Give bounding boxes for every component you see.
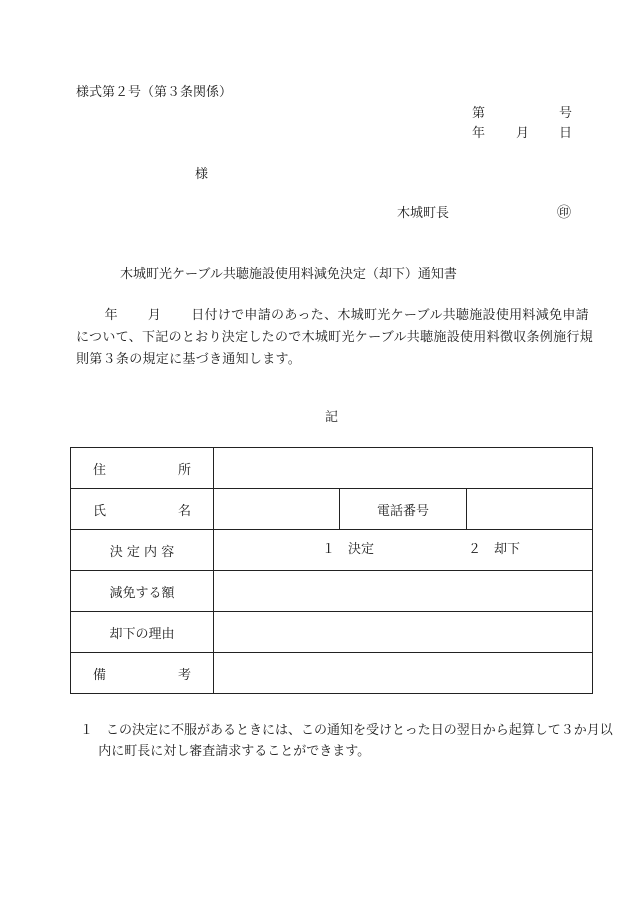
rejection-reason-field[interactable] [214,612,593,653]
date-day: 日 [559,126,573,141]
rejection-reason-label: 却下の理由 [71,612,214,653]
address-row [71,448,593,489]
remarks-label: 備 考 [71,653,214,694]
number-prefix: 第 [472,106,486,121]
decision-option-reject[interactable]: ２ 却下 [468,542,521,557]
addressee-honorific: 様 [195,167,209,182]
date-year: 年 [472,126,486,141]
document-title: 木城町光ケーブル共聴施設使用料減免決定（却下）通知書 [120,267,457,282]
remarks-row [71,653,593,694]
decision-row [71,530,593,571]
body-month: 月 [147,308,162,323]
number-suffix: 号 [559,106,573,121]
address-label: 住 所 [71,448,214,489]
body-paragraph [76,305,596,371]
decision-field[interactable] [214,530,593,571]
name-row [71,489,593,530]
reduction-amount-field[interactable] [214,571,593,612]
ki-heading: 記 [325,410,339,425]
remarks-field[interactable] [214,653,593,694]
name-field[interactable] [214,489,340,530]
body-year: 年 [104,308,118,323]
decision-label: 決 定 内 容 [71,530,214,571]
sender-title: 木城町長 [397,206,450,221]
phone-field[interactable] [466,489,592,530]
appeal-note: １ この決定に不服があるときには、この通知を受けとった日の翌日から起算して３か月以内に町長に対し審査請求することができます。 [80,723,613,759]
rejection-reason-row [71,612,593,653]
name-label: 氏 名 [71,489,214,530]
decision-option-approve[interactable]: １ 決定 [322,542,375,557]
phone-label: 電話番号 [340,489,466,530]
date-month: 月 [516,126,530,141]
address-field[interactable] [214,448,593,489]
body-text: 日付けで申請のあった、木城町光ケーブル共聴施設使用料減免申請について、下記のとおり決定したので木城町光ケーブル共聴施設使用料徴収条例施行規則第３条の規定に基づき通知します。 [76,308,594,367]
reduction-amount-label: 減免する額 [71,571,214,612]
decision-form-table [70,447,593,694]
reduction-amount-row [71,571,593,612]
seal-mark: ㊞ [557,205,571,221]
form-title: 様式第２号（第３条関係） [76,85,233,100]
